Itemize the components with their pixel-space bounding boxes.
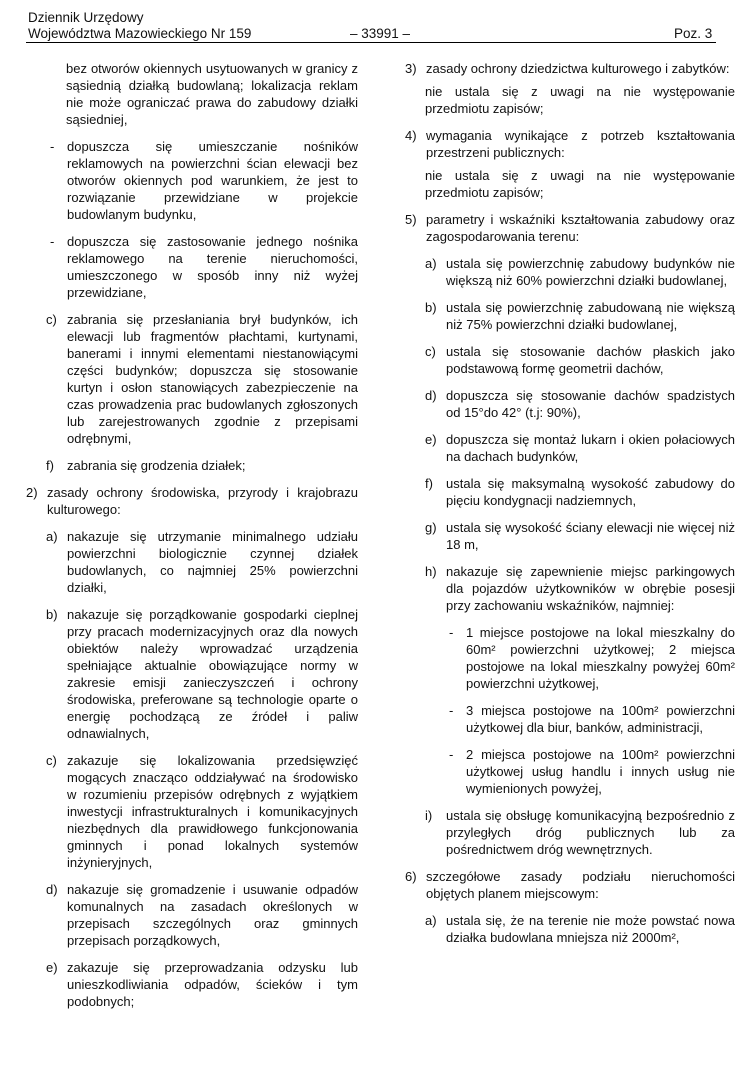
section-2: 2) zasady ochrony środowiska, przyrody i krajobrazu kulturowego: (26, 485, 358, 517)
list-item-dash: - dopuszcza się umieszczanie nośników reklamowych na powierzchni ścian elewacji bez otworów okiennych pod warunkiem, że jest to rozwiązanie przewidziane w projekcie budowlanym budynku, (50, 139, 358, 222)
list-item-b: b) ustala się powierzchnię zabudowaną nie większą niż 75% powierzchni działki budowlanej, (425, 300, 735, 332)
position-number: Poz. 3 (674, 26, 713, 41)
list-item-a: a) nakazuje się utrzymanie minimalnego udziału powierzchni biologicznie czynnej działek budowlanych, co najmniej 25% powierzchni działki, (46, 529, 358, 595)
left-column (26, 60, 358, 1020)
list-item-dash: - 1 miejsce postojowe na lokal mieszkalny do 60m² powierzchni użytkowej; 2 miejsca postojowe na lokal mieszkalny powyżej 60m² powierzchni użytkowej, (449, 625, 735, 691)
list-item-g: g) ustala się wysokość ściany elewacji nie więcej niż 18 m, (425, 520, 735, 552)
section-3: 3) zasady ochrony dziedzictwa kulturowego i zabytków: (405, 61, 730, 76)
section-4-paragraph: nie ustala się z uwagi na nie występowanie przedmiotu zapisów; (425, 168, 735, 200)
list-item-a: a) ustala się powierzchnię zabudowy budynków nie większą niż 60% powierzchni działki budowlanej, (425, 256, 735, 288)
list-item-e: e) dopuszcza się montaż lukarn i okien połaciowych na dachach budynków, (425, 432, 735, 464)
list-item-c: c) zabrania się przesłaniania brył budynków, ich elewacji lub fragmentów płachtami, kurtynami, banerami i innymi elementami niestanowiącymi części budynków; dopuszcza się stosowanie kurtyn i osłon stanowiących zabezpieczenie na czas prowadzenia prac budowlanych zgłoszonych lub zarejestrowanych zgodnie z przepisami odrębnymi, (46, 312, 358, 446)
list-item-c: c) zakazuje się lokalizowania przedsięwzięć mogących znacząco oddziaływać na środowisko w rozumieniu przepisów odrębnych z wyjątkiem inwestycji infrastrukturalnych i komunikacyjnych niezbędnych dla prawidłowego funkcjonowania gminnych i ponad lokalnych systemów inżynieryjnych, (46, 753, 358, 870)
continued-text: bez otworów okiennych usytuowanych w granicy z sąsiednią działką budowlaną; lokalizacja reklam nie może ograniczać prawa do zabudowy działki sąsiedniej, (66, 61, 358, 127)
header-rule (26, 42, 716, 43)
page-number: – 33991 – (350, 26, 411, 41)
list-item-d: d) dopuszcza się stosowanie dachów spadzistych od 15°do 42° (t.j: 90%), (425, 388, 735, 420)
journal-title: Dziennik Urzędowy (28, 10, 144, 25)
list-item-dash: - dopuszcza się zastosowanie jednego nośnika reklamowego na terenie nieruchomości, umieszczonego w sposób inny niż wyżej przewidziane, (50, 234, 358, 300)
list-item-f: f) zabrania się grodzenia działek; (46, 458, 246, 473)
list-item-h: h) nakazuje się zapewnienie miejsc parkingowych dla pojazdów użytkowników w obrębie posesji przy zachowaniu wskaźników, najmniej: (425, 564, 735, 613)
list-item-dash: - 3 miejsca postojowe na 100m² powierzchni użytkowej dla biur, banków, administracji, (449, 703, 735, 735)
list-item-c: c) ustala się stosowanie dachów płaskich jako podstawową formę geometrii dachów, (425, 344, 735, 376)
list-item-dash: - 2 miejsca postojowe na 100m² powierzchni użytkowej usług handlu i innych usług nie wymienionych powyżej, (449, 747, 735, 796)
section-6: 6) szczegółowe zasady podziału nieruchomości objętych planem miejscowym: (405, 869, 735, 901)
right-column (405, 60, 735, 956)
list-item-b: b) nakazuje się porządkowanie gospodarki cieplnej przy pracach modernizacyjnych oraz dla nowych obiektów należy wprowadzać urządzenia spełniające aktualnie obowiązujące normy w zakresie emisji zanieczyszczeń i ochrony środowiska, preferowane są technologie oparte o energię pochodzącą ze źródeł i paliw odnawialnych, (46, 607, 358, 741)
document-header (28, 10, 728, 42)
journal-subtitle: Województwa Mazowieckiego Nr 159 (28, 26, 252, 41)
list-item-f: f) ustala się maksymalną wysokość zabudowy do pięciu kondygnacji nadziemnych, (425, 476, 735, 508)
list-item-e: e) zakazuje się przeprowadzania odzysku lub unieszkodliwiania odpadów, ścieków i tym podobnych; (46, 960, 358, 1009)
list-item-a: a) ustala się, że na terenie nie może powstać nowa działka budowlana mniejsza niż 2000m², (425, 913, 735, 945)
section-4: 4) wymagania wynikające z potrzeb kształtowania przestrzeni publicznych: (405, 128, 735, 160)
section-5: 5) parametry i wskaźniki kształtowania zabudowy oraz zagospodarowania terenu: (405, 212, 735, 244)
section-3-paragraph: nie ustala się z uwagi na nie występowanie przedmiotu zapisów; (425, 84, 735, 116)
list-item-d: d) nakazuje się gromadzenie i usuwanie odpadów komunalnych na zasadach określonych w przepisach szczególnych oraz gminnych przepisach porządkowych, (46, 882, 358, 948)
list-item-i: i) ustala się obsługę komunikacyjną bezpośrednio z przyległych dróg publicznych lub za pośrednictwem dróg wewnętrznych. (425, 808, 735, 857)
